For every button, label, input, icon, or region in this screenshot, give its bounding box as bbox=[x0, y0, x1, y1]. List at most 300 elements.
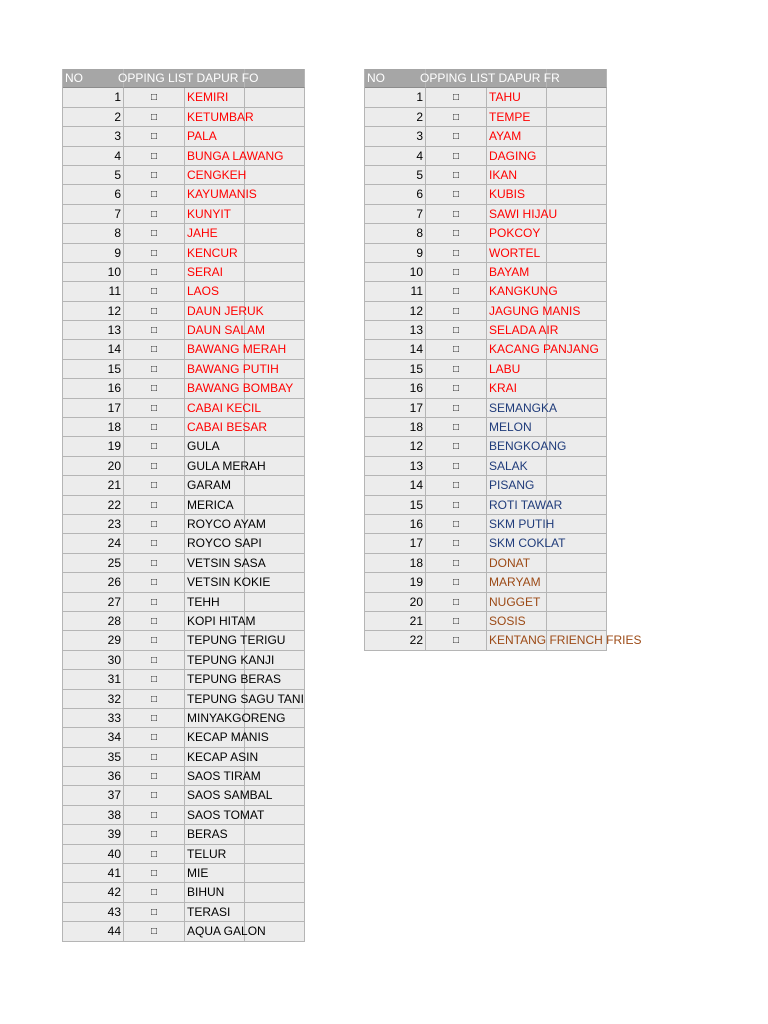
item-name: KENTANG FRIENCH FRIES bbox=[487, 631, 547, 650]
table-row bbox=[63, 224, 305, 243]
row-number: 21 bbox=[63, 476, 124, 495]
row-number: 28 bbox=[63, 612, 124, 631]
empty-cell bbox=[245, 476, 305, 495]
checkbox-icon[interactable]: □ bbox=[124, 593, 185, 612]
checkbox-icon[interactable]: □ bbox=[426, 127, 487, 146]
empty-cell bbox=[547, 263, 607, 282]
checkbox-icon[interactable]: □ bbox=[426, 593, 487, 612]
row-number: 19 bbox=[63, 437, 124, 456]
item-name: JAHE bbox=[185, 224, 245, 243]
item-name: AYAM bbox=[487, 127, 547, 146]
checkbox-icon[interactable]: □ bbox=[124, 379, 185, 398]
checkbox-icon[interactable]: □ bbox=[124, 321, 185, 340]
row-number: 43 bbox=[63, 903, 124, 922]
row-number: 10 bbox=[63, 263, 124, 282]
checkbox-icon[interactable]: □ bbox=[124, 476, 185, 495]
checkbox-icon[interactable]: □ bbox=[124, 883, 185, 902]
empty-cell bbox=[547, 147, 607, 166]
checkbox-icon[interactable]: □ bbox=[124, 767, 185, 786]
checkbox-icon[interactable]: □ bbox=[426, 263, 487, 282]
checkbox-icon[interactable]: □ bbox=[426, 418, 487, 437]
checkbox-icon[interactable]: □ bbox=[124, 205, 185, 224]
row-number: 34 bbox=[63, 728, 124, 747]
table-row bbox=[63, 418, 305, 437]
row-number: 1 bbox=[365, 88, 426, 107]
item-name: PISANG bbox=[487, 476, 547, 495]
empty-cell bbox=[547, 418, 607, 437]
empty-cell bbox=[547, 593, 607, 612]
checkbox-icon[interactable]: □ bbox=[426, 185, 487, 204]
table-row bbox=[365, 534, 607, 553]
table-row bbox=[63, 147, 305, 166]
empty-cell bbox=[547, 360, 607, 379]
row-number: 19 bbox=[365, 573, 426, 592]
checkbox-icon[interactable]: □ bbox=[426, 166, 487, 185]
row-number: 9 bbox=[365, 244, 426, 263]
empty-cell bbox=[547, 185, 607, 204]
empty-cell bbox=[547, 457, 607, 476]
item-name: ROTI TAWAR bbox=[487, 496, 547, 515]
checkbox-icon[interactable]: □ bbox=[426, 573, 487, 592]
checkbox-icon[interactable]: □ bbox=[124, 922, 185, 941]
row-number: 44 bbox=[63, 922, 124, 941]
item-name: SKM PUTIH bbox=[487, 515, 547, 534]
item-name: TERASI bbox=[185, 903, 245, 922]
row-number: 15 bbox=[365, 360, 426, 379]
checkbox-icon[interactable]: □ bbox=[124, 515, 185, 534]
row-number: 16 bbox=[365, 379, 426, 398]
checkbox-icon[interactable]: □ bbox=[124, 437, 185, 456]
checkbox-icon[interactable]: □ bbox=[426, 147, 487, 166]
row-number: 24 bbox=[63, 534, 124, 553]
table-row bbox=[63, 593, 305, 612]
row-number: 16 bbox=[63, 379, 124, 398]
row-number: 4 bbox=[63, 147, 124, 166]
empty-cell bbox=[245, 282, 305, 301]
checkbox-icon[interactable]: □ bbox=[426, 399, 487, 418]
item-name: BUNGA LAWANG bbox=[185, 147, 245, 166]
item-name: CENGKEH bbox=[185, 166, 245, 185]
item-name: GULA bbox=[185, 437, 245, 456]
item-name: SAOS TIRAM bbox=[185, 767, 245, 786]
checkbox-icon[interactable]: □ bbox=[124, 282, 185, 301]
table-row bbox=[63, 515, 305, 534]
table-row bbox=[63, 205, 305, 224]
checkbox-icon[interactable]: □ bbox=[124, 244, 185, 263]
table-row bbox=[63, 88, 305, 107]
checkbox-icon[interactable]: □ bbox=[124, 224, 185, 243]
row-number: 14 bbox=[365, 476, 426, 495]
shopping-list-table-left bbox=[62, 69, 305, 942]
item-name: TEMPE bbox=[487, 108, 547, 127]
row-number: 15 bbox=[63, 360, 124, 379]
table-row bbox=[365, 476, 607, 495]
item-name: ROYCO AYAM bbox=[185, 515, 245, 534]
table-row bbox=[63, 786, 305, 805]
empty-cell bbox=[547, 127, 607, 146]
item-name: VETSIN SASA bbox=[185, 554, 245, 573]
table-row bbox=[63, 108, 305, 127]
checkbox-icon[interactable]: □ bbox=[426, 244, 487, 263]
table-row bbox=[63, 379, 305, 398]
checkbox-icon[interactable]: □ bbox=[124, 612, 185, 631]
item-name: MINYAKGORENG bbox=[185, 709, 245, 728]
table-row bbox=[63, 845, 305, 864]
checkbox-icon[interactable]: □ bbox=[426, 88, 487, 107]
empty-cell bbox=[245, 903, 305, 922]
checkbox-icon[interactable]: □ bbox=[124, 127, 185, 146]
checkbox-icon[interactable]: □ bbox=[124, 147, 185, 166]
row-number: 13 bbox=[63, 321, 124, 340]
row-number: 30 bbox=[63, 651, 124, 670]
table-row bbox=[365, 496, 607, 515]
empty-cell bbox=[245, 205, 305, 224]
checkbox-icon[interactable]: □ bbox=[124, 903, 185, 922]
item-name: KRAI bbox=[487, 379, 547, 398]
table-row bbox=[63, 321, 305, 340]
empty-cell bbox=[547, 108, 607, 127]
item-name: KEMIRI bbox=[185, 88, 245, 107]
checkbox-icon[interactable]: □ bbox=[426, 476, 487, 495]
item-name: KAYUMANIS bbox=[185, 185, 245, 204]
empty-cell bbox=[547, 515, 607, 534]
table-row bbox=[63, 360, 305, 379]
row-number: 26 bbox=[63, 573, 124, 592]
table-row bbox=[365, 593, 607, 612]
table-row bbox=[365, 418, 607, 437]
row-number: 17 bbox=[365, 534, 426, 553]
table-row bbox=[63, 399, 305, 418]
checkbox-icon[interactable]: □ bbox=[124, 728, 185, 747]
table-row bbox=[63, 690, 305, 709]
empty-cell bbox=[245, 108, 305, 127]
table-row bbox=[365, 282, 607, 301]
item-name: CABAI KECIL bbox=[185, 399, 245, 418]
empty-cell bbox=[245, 864, 305, 883]
row-number: 14 bbox=[365, 340, 426, 359]
table-row bbox=[365, 302, 607, 321]
row-number: 27 bbox=[63, 593, 124, 612]
item-name: TEPUNG KANJI bbox=[185, 651, 245, 670]
row-number: 5 bbox=[365, 166, 426, 185]
checkbox-icon[interactable]: □ bbox=[124, 185, 185, 204]
table-row bbox=[63, 302, 305, 321]
item-name: KACANG PANJANG bbox=[487, 340, 547, 359]
checkbox-icon[interactable]: □ bbox=[124, 263, 185, 282]
item-name: TEPUNG SAGU TANI bbox=[185, 690, 245, 709]
item-name: AQUA GALON bbox=[185, 922, 245, 941]
item-name: TELUR bbox=[185, 845, 245, 864]
checkbox-icon[interactable]: □ bbox=[124, 748, 185, 767]
table-row bbox=[63, 903, 305, 922]
table-row bbox=[63, 496, 305, 515]
table-row bbox=[63, 340, 305, 359]
table-row bbox=[63, 728, 305, 747]
table-row bbox=[365, 457, 607, 476]
header-no: NO bbox=[365, 69, 426, 88]
checkbox-icon[interactable]: □ bbox=[124, 864, 185, 883]
table-row bbox=[63, 437, 305, 456]
table-row bbox=[365, 340, 607, 359]
row-number: 11 bbox=[365, 282, 426, 301]
row-number: 36 bbox=[63, 767, 124, 786]
row-number: 7 bbox=[63, 205, 124, 224]
table-row bbox=[365, 515, 607, 534]
table-row bbox=[365, 205, 607, 224]
row-number: 18 bbox=[365, 418, 426, 437]
table-row bbox=[365, 88, 607, 107]
empty-cell bbox=[547, 573, 607, 592]
row-number: 23 bbox=[63, 515, 124, 534]
table-row bbox=[63, 244, 305, 263]
item-name: BIHUN bbox=[185, 883, 245, 902]
row-number: 4 bbox=[365, 147, 426, 166]
table-row bbox=[63, 883, 305, 902]
item-name: TEPUNG BERAS bbox=[185, 670, 245, 689]
item-name: JAGUNG MANIS bbox=[487, 302, 547, 321]
checkbox-icon[interactable]: □ bbox=[426, 612, 487, 631]
row-number: 41 bbox=[63, 864, 124, 883]
table-row bbox=[365, 379, 607, 398]
table-row bbox=[63, 612, 305, 631]
empty-cell bbox=[245, 845, 305, 864]
item-name: BERAS bbox=[185, 825, 245, 844]
checkbox-icon[interactable]: □ bbox=[124, 418, 185, 437]
table-header bbox=[63, 69, 305, 88]
table-row bbox=[63, 670, 305, 689]
table-row bbox=[63, 282, 305, 301]
table-row bbox=[365, 360, 607, 379]
checkbox-icon[interactable]: □ bbox=[124, 709, 185, 728]
item-name: MARYAM bbox=[487, 573, 547, 592]
table-row bbox=[365, 437, 607, 456]
row-number: 25 bbox=[63, 554, 124, 573]
item-name: SAOS SAMBAL bbox=[185, 786, 245, 805]
item-name: KECAP MANIS bbox=[185, 728, 245, 747]
checkbox-icon[interactable]: □ bbox=[124, 496, 185, 515]
table-row bbox=[63, 825, 305, 844]
checkbox-icon[interactable]: □ bbox=[426, 340, 487, 359]
table-row bbox=[63, 864, 305, 883]
table-row bbox=[365, 321, 607, 340]
empty-cell bbox=[547, 379, 607, 398]
checkbox-icon[interactable]: □ bbox=[426, 534, 487, 553]
empty-cell bbox=[245, 244, 305, 263]
table-row bbox=[365, 108, 607, 127]
table-row bbox=[63, 767, 305, 786]
checkbox-icon[interactable]: □ bbox=[124, 670, 185, 689]
item-name: DONAT bbox=[487, 554, 547, 573]
row-number: 18 bbox=[365, 554, 426, 573]
checkbox-icon[interactable]: □ bbox=[124, 340, 185, 359]
empty-cell bbox=[245, 496, 305, 515]
checkbox-icon[interactable]: □ bbox=[124, 573, 185, 592]
checkbox-icon[interactable]: □ bbox=[124, 399, 185, 418]
empty-cell bbox=[547, 244, 607, 263]
item-name: KUBIS bbox=[487, 185, 547, 204]
checkbox-icon[interactable]: □ bbox=[426, 302, 487, 321]
empty-cell bbox=[245, 825, 305, 844]
item-name: SERAI bbox=[185, 263, 245, 282]
item-name: BAWANG PUTIH bbox=[185, 360, 245, 379]
header-title: OPPING LIST DAPUR FO bbox=[124, 69, 245, 88]
checkbox-icon[interactable]: □ bbox=[124, 88, 185, 107]
table-row bbox=[365, 185, 607, 204]
item-name: WORTEL bbox=[487, 244, 547, 263]
row-number: 13 bbox=[365, 457, 426, 476]
checkbox-icon[interactable]: □ bbox=[124, 166, 185, 185]
checkbox-icon[interactable]: □ bbox=[124, 534, 185, 553]
checkbox-icon[interactable]: □ bbox=[426, 205, 487, 224]
row-number: 39 bbox=[63, 825, 124, 844]
row-number: 20 bbox=[365, 593, 426, 612]
item-name: KANGKUNG bbox=[487, 282, 547, 301]
checkbox-icon[interactable]: □ bbox=[124, 554, 185, 573]
empty-cell bbox=[547, 166, 607, 185]
checkbox-icon[interactable]: □ bbox=[426, 515, 487, 534]
item-name: SAOS TOMAT bbox=[185, 806, 245, 825]
row-number: 37 bbox=[63, 786, 124, 805]
table-row bbox=[63, 457, 305, 476]
table-header bbox=[365, 69, 607, 88]
checkbox-icon[interactable]: □ bbox=[426, 631, 487, 650]
item-name: DAUN JERUK bbox=[185, 302, 245, 321]
table-row bbox=[365, 263, 607, 282]
item-name: DAUN SALAM bbox=[185, 321, 245, 340]
table-row bbox=[365, 127, 607, 146]
item-name: NUGGET bbox=[487, 593, 547, 612]
checkbox-icon[interactable]: □ bbox=[124, 651, 185, 670]
checkbox-icon[interactable]: □ bbox=[426, 457, 487, 476]
item-name: MELON bbox=[487, 418, 547, 437]
checkbox-icon[interactable]: □ bbox=[124, 786, 185, 805]
item-name: SELADA AIR bbox=[487, 321, 547, 340]
table-row bbox=[63, 573, 305, 592]
row-number: 5 bbox=[63, 166, 124, 185]
row-number: 16 bbox=[365, 515, 426, 534]
empty-cell bbox=[547, 88, 607, 107]
row-number: 33 bbox=[63, 709, 124, 728]
item-name: CABAI BESAR bbox=[185, 418, 245, 437]
item-name: IKAN bbox=[487, 166, 547, 185]
checkbox-icon[interactable]: □ bbox=[426, 108, 487, 127]
item-name: BAWANG BOMBAY bbox=[185, 379, 245, 398]
row-number: 10 bbox=[365, 263, 426, 282]
row-number: 21 bbox=[365, 612, 426, 631]
item-name: PALA bbox=[185, 127, 245, 146]
item-name: SALAK bbox=[487, 457, 547, 476]
table-row bbox=[63, 554, 305, 573]
checkbox-icon[interactable]: □ bbox=[426, 379, 487, 398]
table-row bbox=[63, 748, 305, 767]
checkbox-icon[interactable]: □ bbox=[124, 845, 185, 864]
row-number: 14 bbox=[63, 340, 124, 359]
checkbox-icon[interactable]: □ bbox=[124, 360, 185, 379]
row-number: 12 bbox=[63, 302, 124, 321]
empty-cell bbox=[547, 476, 607, 495]
row-number: 32 bbox=[63, 690, 124, 709]
row-number: 35 bbox=[63, 748, 124, 767]
table-row bbox=[365, 147, 607, 166]
table-row bbox=[365, 554, 607, 573]
row-number: 12 bbox=[365, 437, 426, 456]
empty-cell bbox=[547, 554, 607, 573]
item-name: SKM COKLAT bbox=[487, 534, 547, 553]
row-number: 11 bbox=[63, 282, 124, 301]
checkbox-icon[interactable]: □ bbox=[124, 302, 185, 321]
item-name: LAOS bbox=[185, 282, 245, 301]
item-name: MIE bbox=[185, 864, 245, 883]
row-number: 3 bbox=[63, 127, 124, 146]
item-name: LABU bbox=[487, 360, 547, 379]
empty-cell bbox=[245, 88, 305, 107]
checkbox-icon[interactable]: □ bbox=[124, 690, 185, 709]
item-name: BENGKOANG bbox=[487, 437, 547, 456]
empty-cell bbox=[245, 437, 305, 456]
table-row bbox=[365, 399, 607, 418]
table-row bbox=[63, 263, 305, 282]
row-number: 3 bbox=[365, 127, 426, 146]
row-number: 17 bbox=[63, 399, 124, 418]
item-name: KOPI HITAM bbox=[185, 612, 245, 631]
empty-cell bbox=[245, 166, 305, 185]
table-row bbox=[63, 806, 305, 825]
item-name: GARAM bbox=[185, 476, 245, 495]
row-number: 2 bbox=[365, 108, 426, 127]
checkbox-icon[interactable]: □ bbox=[426, 224, 487, 243]
table-row bbox=[63, 534, 305, 553]
checkbox-icon[interactable]: □ bbox=[124, 806, 185, 825]
row-number: 9 bbox=[63, 244, 124, 263]
table-row bbox=[365, 573, 607, 592]
item-name: SOSIS bbox=[487, 612, 547, 631]
empty-cell bbox=[245, 883, 305, 902]
checkbox-icon[interactable]: □ bbox=[124, 108, 185, 127]
checkbox-icon[interactable]: □ bbox=[426, 554, 487, 573]
item-name: KECAP ASIN bbox=[185, 748, 245, 767]
item-name: KETUMBAR bbox=[185, 108, 245, 127]
item-name: TEPUNG TERIGU bbox=[185, 631, 245, 650]
header-title: OPPING LIST DAPUR FR bbox=[426, 69, 547, 88]
row-number: 42 bbox=[63, 883, 124, 902]
item-name: VETSIN KOKIE bbox=[185, 573, 245, 592]
checkbox-icon[interactable]: □ bbox=[426, 437, 487, 456]
table-row bbox=[63, 185, 305, 204]
row-number: 8 bbox=[365, 224, 426, 243]
row-number: 22 bbox=[63, 496, 124, 515]
item-name: DAGING bbox=[487, 147, 547, 166]
header-no: NO bbox=[63, 69, 124, 88]
checkbox-icon[interactable]: □ bbox=[426, 321, 487, 340]
table-row bbox=[63, 127, 305, 146]
checkbox-icon[interactable]: □ bbox=[124, 631, 185, 650]
row-number: 20 bbox=[63, 457, 124, 476]
row-number: 29 bbox=[63, 631, 124, 650]
row-number: 40 bbox=[63, 845, 124, 864]
row-number: 7 bbox=[365, 205, 426, 224]
row-number: 31 bbox=[63, 670, 124, 689]
checkbox-icon[interactable]: □ bbox=[426, 360, 487, 379]
checkbox-icon[interactable]: □ bbox=[426, 496, 487, 515]
checkbox-icon[interactable]: □ bbox=[124, 457, 185, 476]
item-name: SEMANGKA bbox=[487, 399, 547, 418]
checkbox-icon[interactable]: □ bbox=[426, 282, 487, 301]
empty-cell bbox=[245, 593, 305, 612]
table-row bbox=[365, 166, 607, 185]
table-row bbox=[63, 651, 305, 670]
checkbox-icon[interactable]: □ bbox=[124, 825, 185, 844]
table-row bbox=[63, 476, 305, 495]
